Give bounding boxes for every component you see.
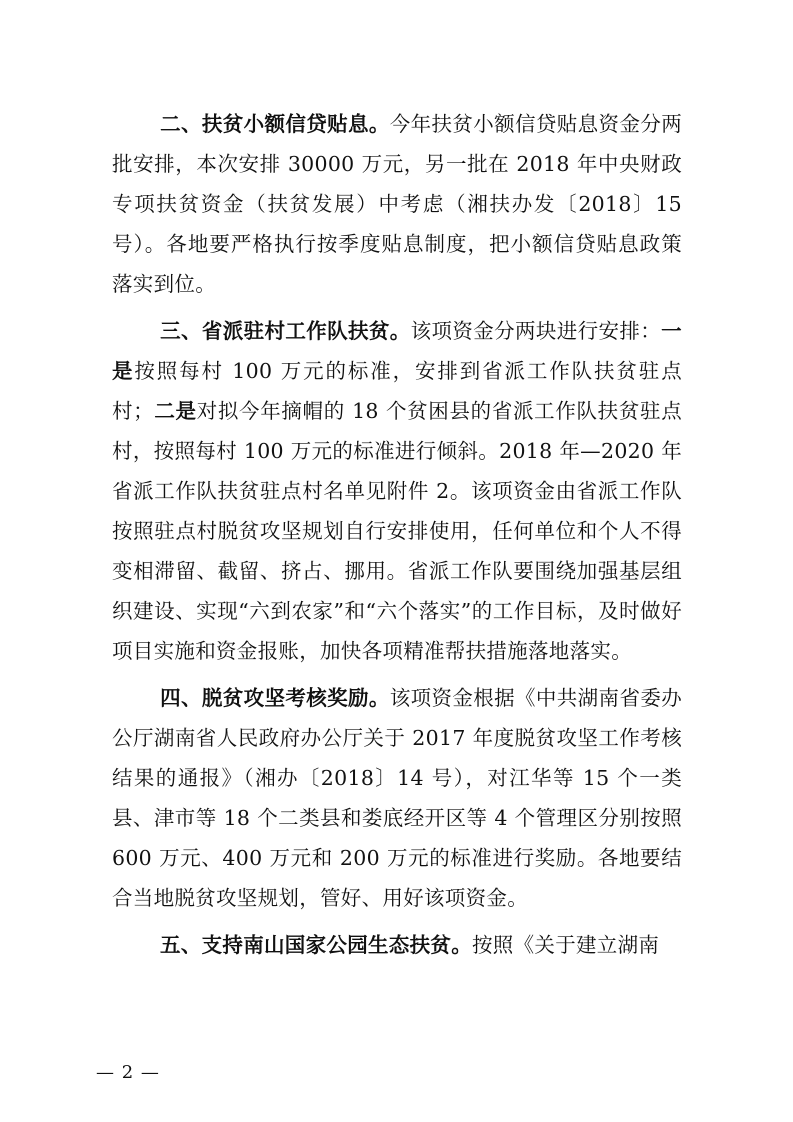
paragraph-text: 该项资金根据《中共湖南省委办公厅湖南省人民政府办公厅关于 2017 年度脱贫攻坚工作考核结果的通报》（湘办〔2018〕14 号），对江华等 15 个一类县、津市等 18 个二类县和娄底经开区等 4 个管理区分别按照 600 万元、400 万元和 200 万元的标准进行奖励。各地要结合当地脱贫攻坚规划，管好、用好该项资金。 <box>112 686 682 910</box>
paragraph-assessment-reward <box>112 678 682 918</box>
paragraph-micro-credit-subsidy <box>112 104 682 304</box>
paragraph-text: 按照《关于建立湖南 <box>472 933 660 957</box>
section-heading-5: 五、支持南山国家公园生态扶贫。 <box>160 933 472 957</box>
section-heading-2: 二、扶贫小额信贷贴息。 <box>160 112 390 136</box>
section-heading-3: 三、省派驻村工作队扶贫。 <box>160 319 411 343</box>
paragraph-text: 按照每村 100 万元的标准，安排到省派工作队扶贫驻点村； <box>112 359 682 423</box>
paragraph-nanshan-park <box>112 925 682 965</box>
emphasis-second: 二是 <box>153 399 197 423</box>
paragraph-text: 今年扶贫小额信贷贴息资金分两批安排，本次安排 30000 万元，另一批在 2018 年中央财政专项扶贫资金（扶贫发展）中考虑（湘扶办发〔2018〕15 号）。各地要严格执行按季度贴息制度，把小额信贷贴息政策落实到位。 <box>112 112 682 296</box>
section-heading-4: 四、脱贫攻坚考核奖励。 <box>160 686 390 710</box>
document-body <box>112 104 682 965</box>
page-number: — 2 — <box>96 1062 160 1083</box>
paragraph-village-work-team <box>112 311 682 671</box>
paragraph-text: 对拟今年摘帽的 18 个贫困县的省派工作队扶贫驻点村，按照每村 100 万元的标准进行倾斜。2018 年—2020 年省派工作队扶贫驻点村名单见附件 2。该项资金由省派工作队按照驻点村脱贫攻坚规划自行安排使用，任何单位和个人不得变相滞留、截留、挤占、挪用。省派工作队要围绕加强基层组织建设、实现“六到农家”和“六个落实”的工作目标，及时做好项目实施和资金报账，加快各项精准帮扶措施落地落实。 <box>112 399 682 663</box>
paragraph-text: 该项资金分两块进行安排： <box>410 319 662 343</box>
emphasis-first: 一是 <box>112 319 682 383</box>
